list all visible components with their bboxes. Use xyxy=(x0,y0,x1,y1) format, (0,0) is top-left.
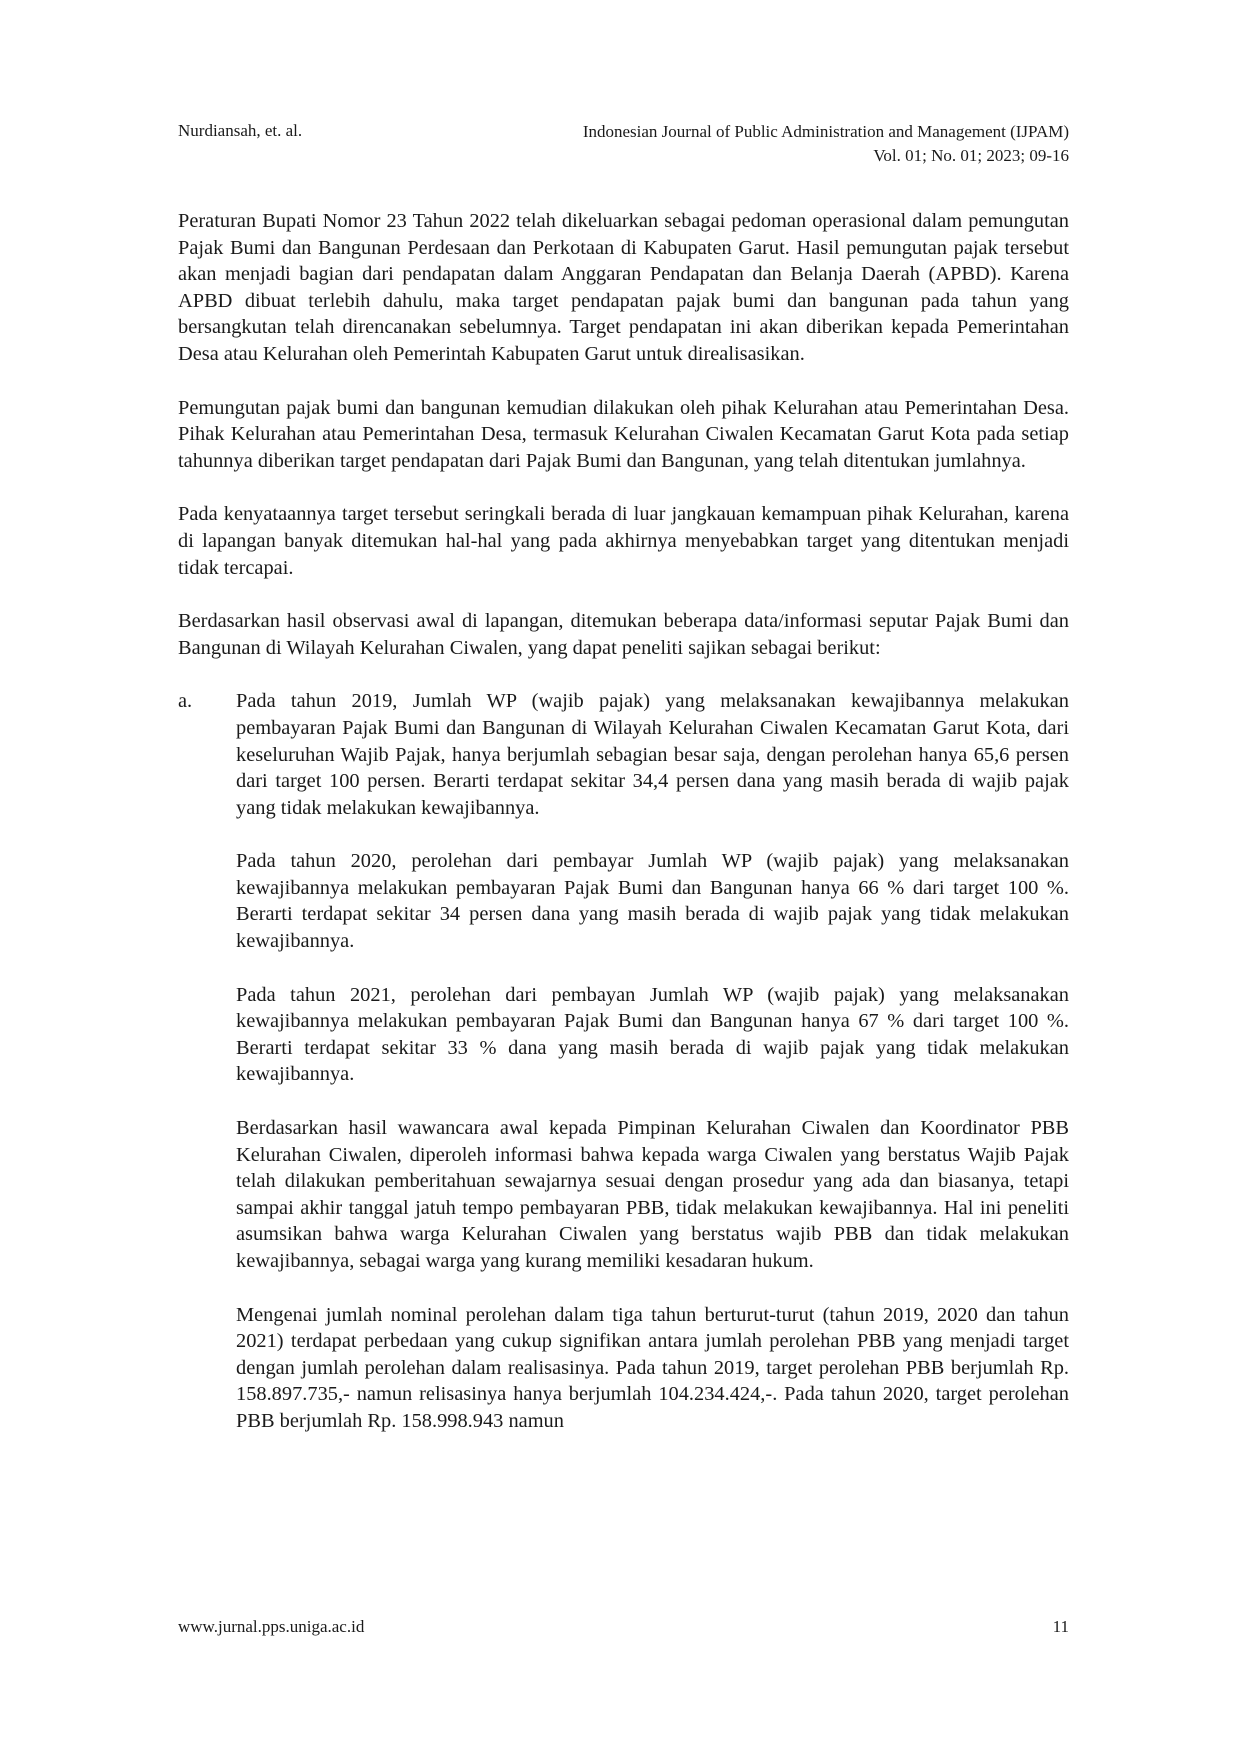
body-paragraph: Berdasarkan hasil observasi awal di lapangan, ditemukan beberapa data/informasi seputar Pajak Bumi dan Bangunan di Wilayah Kelurahan Ciwalen, yang dapat peneliti sajikan sebagai berikut: xyxy=(178,610,1069,659)
body-paragraph: Peraturan Bupati Nomor 23 Tahun 2022 telah dikeluarkan sebagai pedoman operasional dalam pemungutan Pajak Bumi dan Bangunan Perdesaan dan Perkotaan di Kabupaten Garut. Hasil pemungutan pajak tersebut akan menjadi bagian dari pendapatan dalam Anggaran Pendapatan dan Belanja Daerah (APBD). Karena APBD dibuat terlebih dahulu, maka target pendapatan pajak bumi dan bangunan pada tahun yang bersangkutan telah direncanakan sebelumnya. Target pendapatan ini akan diberikan kepada Pemerintahan Desa atau Kelurahan oleh Pemerintah Kabupaten Garut untuk direalisasikan. xyxy=(178,210,1069,365)
journal-volume: Vol. 01; No. 01; 2023; 09-16 xyxy=(873,146,1069,165)
body-paragraph: Pada kenyataannya target tersebut seringkali berada di luar jangkauan kemampuan pihak Kelurahan, karena di lapangan banyak ditemukan hal-hal yang pada akhirnya menyebabkan target yang ditentukan menjadi tidak tercapai. xyxy=(178,503,1069,579)
footer-url: www.jurnal.pps.uniga.ac.id xyxy=(178,1617,365,1636)
list-item-body xyxy=(236,688,1069,1434)
list-paragraph: Mengenai jumlah nominal perolehan dalam tiga tahun berturut-turut (tahun 2019, 2020 dan tahun 2021) terdapat perbedaan yang cukup signifikan antara jumlah perolehan PBB yang menjadi target dengan jumlah perolehan dalam realisasinya. Pada tahun 2019, target perolehan PBB berjumlah Rp. 158.897.735,- namun relisasinya hanya berjumlah 104.234.424,-. Pada tahun 2020, target perolehan PBB berjumlah Rp. 158.998.943 namun xyxy=(236,1303,1069,1432)
body-paragraph: Pemungutan pajak bumi dan bangunan kemudian dilakukan oleh pihak Kelurahan atau Pemerintahan Desa. Pihak Kelurahan atau Pemerintahan Desa, termasuk Kelurahan Ciwalen Kecamatan Garut Kota pada setiap tahunnya diberikan target pendapatan dari Pajak Bumi dan Bangunan, yang telah ditentukan jumlahnya. xyxy=(178,396,1069,472)
article-body xyxy=(178,208,1069,1462)
list-paragraph: Pada tahun 2021, perolehan dari pembayan Jumlah WP (wajib pajak) yang melaksanakan kewajibannya melakukan pembayaran Pajak Bumi dan Bangunan hanya 67 % dari target 100 %. Berarti terdapat sekitar 33 % dana yang masih berada di wajib pajak yang tidak melakukan kewajibannya. xyxy=(236,983,1069,1086)
running-header-authors: Nurdiansah, et. al. xyxy=(178,121,303,140)
running-header-journal xyxy=(583,120,1069,168)
list-marker: a. xyxy=(178,690,193,713)
list-paragraph: Pada tahun 2020, perolehan dari pembayar Jumlah WP (wajib pajak) yang melaksanakan kewajibannya melakukan pembayaran Pajak Bumi dan Bangunan hanya 66 % dari target 100 %. Berarti terdapat sekitar 34 persen dana yang masih berada di wajib pajak yang tidak melakukan kewajibannya. xyxy=(236,850,1069,953)
list-paragraph: Berdasarkan hasil wawancara awal kepada Pimpinan Kelurahan Ciwalen dan Koordinator PBB Kelurahan Ciwalen, diperoleh informasi bahwa kepada warga Ciwalen yang berstatus Wajib Pajak telah dilakukan pemberitahuan sewajarnya sesuai dengan prosedur yang ada dan biasanya, tetapi sampai akhir tanggal jatuh tempo pembayaran PBB, tidak melakukan kewajibannya. Hal ini peneliti asumsikan bahwa warga Kelurahan Ciwalen yang berstatus wajib PBB dan tidak melakukan kewajibannya, sebagai warga yang kurang memiliki kesadaran hukum. xyxy=(236,1117,1069,1272)
findings-list xyxy=(178,688,1069,1434)
page-number: 11 xyxy=(1052,1617,1069,1636)
list-paragraph: Pada tahun 2019, Jumlah WP (wajib pajak) yang melaksanakan kewajibannya melakukan pembayaran Pajak Bumi dan Bangunan di Wilayah Kelurahan Ciwalen Kecamatan Garut Kota, dari keseluruhan Wajib Pajak, hanya berjumlah sebagian besar saja, dengan perolehan hanya 65,6 persen dari target 100 persen. Berarti terdapat sekitar 34,4 persen dana yang masih berada di wajib pajak yang tidak melakukan kewajibannya. xyxy=(236,690,1069,819)
journal-title: Indonesian Journal of Public Administration and Management (IJPAM) xyxy=(582,122,1069,141)
